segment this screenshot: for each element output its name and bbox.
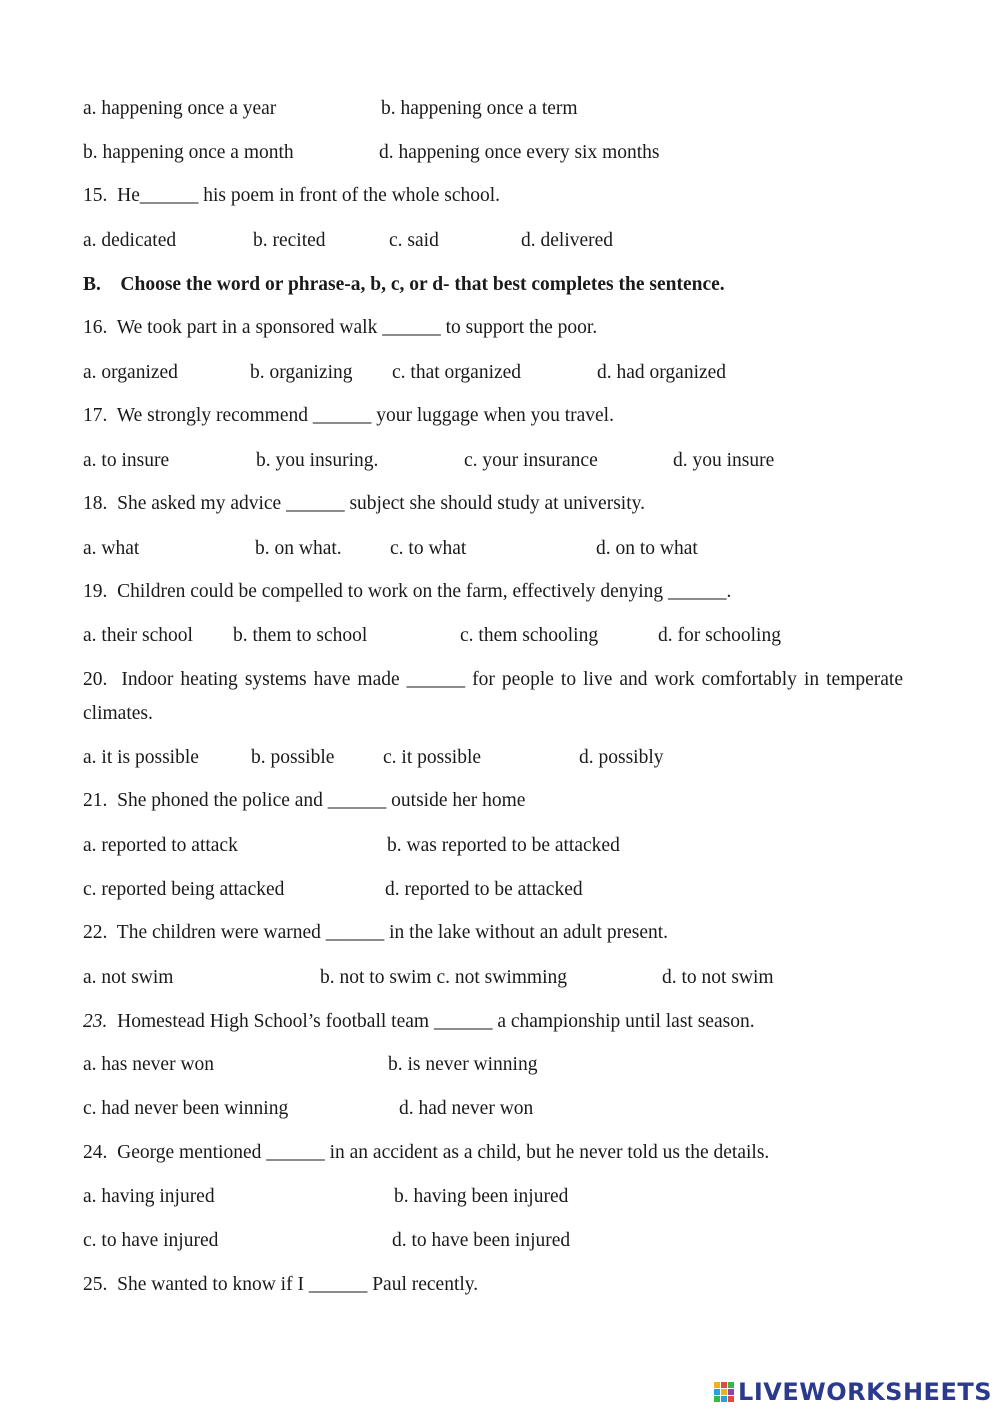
question-text: She phoned the police and ______ outside her home <box>117 790 526 811</box>
option-a[interactable]: a. organized <box>83 362 178 383</box>
option-b[interactable]: b. was reported to be attacked <box>387 835 620 856</box>
option-c[interactable]: c. to have injured <box>83 1230 219 1251</box>
option-a[interactable]: a. not swim <box>83 967 174 988</box>
section-instructions: Choose the word or phrase-a, b, c, or d- that best completes the sentence. <box>120 274 725 295</box>
option-d[interactable]: d. had organized <box>597 362 727 383</box>
option-c[interactable]: c. said <box>389 230 439 251</box>
question-number: 19. <box>83 581 108 602</box>
liveworksheets-logo[interactable] <box>714 1379 992 1405</box>
option-d[interactable]: d. to have been injured <box>392 1230 571 1251</box>
question-number: 24. <box>83 1142 108 1163</box>
question-number: 20. <box>83 669 108 690</box>
question-text: She asked my advice ______ subject she should study at university. <box>117 493 645 514</box>
option-a[interactable]: a. it is possible <box>83 747 199 768</box>
option-c[interactable]: c. it possible <box>383 747 482 768</box>
option-d[interactable]: d. to not swim <box>662 967 774 988</box>
question-number: 23. <box>83 1011 108 1032</box>
option-b[interactable]: b. recited <box>253 230 326 251</box>
option-a[interactable]: a. has never won <box>83 1054 215 1075</box>
section-b-heading <box>83 273 725 297</box>
question-19 <box>83 580 731 604</box>
option-d[interactable]: d. delivered <box>521 230 614 251</box>
question-number: 21. <box>83 790 108 811</box>
option-c[interactable]: c. to what <box>390 538 467 559</box>
question-text: He______ his poem in front of the whole school. <box>117 185 501 206</box>
option-a[interactable]: a. reported to attack <box>83 835 238 856</box>
option-d[interactable]: d. happening once every six months <box>379 142 660 163</box>
option-c[interactable]: c. your insurance <box>464 450 598 471</box>
question-text: Homestead High School’s football team ______ a championship until last season. <box>117 1011 755 1032</box>
question-number: 25. <box>83 1274 108 1295</box>
question-text: We took part in a sponsored walk ______ to support the poor. <box>116 317 598 338</box>
option-b[interactable]: b. them to school <box>233 625 368 646</box>
question-18 <box>83 492 645 516</box>
option-b[interactable]: b. possible <box>251 747 335 768</box>
option-c[interactable]: b. happening once a month <box>83 142 294 163</box>
question-24 <box>83 1141 769 1165</box>
question-text: Indoor heating systems have made ______ for people to live and work comfortably in temperate climates. <box>83 669 903 724</box>
option-b[interactable]: b. having been injured <box>394 1186 569 1207</box>
question-number: 18. <box>83 493 108 514</box>
question-17 <box>83 404 614 428</box>
option-d[interactable]: d. on to what <box>596 538 698 559</box>
option-a[interactable]: a. dedicated <box>83 230 177 251</box>
brand-name: LIVEWORKSHEETS <box>738 1378 992 1406</box>
question-text: We strongly recommend ______ your luggage when you travel. <box>116 405 614 426</box>
question-20 <box>83 663 903 731</box>
question-22 <box>83 921 668 945</box>
option-d[interactable]: d. had never won <box>399 1098 534 1119</box>
option-d[interactable]: d. you insure <box>673 450 775 471</box>
option-b[interactable]: b. on what. <box>255 538 342 559</box>
liveworksheets-logo-icon <box>714 1382 734 1402</box>
option-a[interactable]: a. having injured <box>83 1186 215 1207</box>
question-15 <box>83 184 500 208</box>
question-23 <box>83 1010 755 1034</box>
option-b[interactable]: b. is never winning <box>388 1054 538 1075</box>
option-b[interactable]: b. you insuring. <box>256 450 379 471</box>
question-text: She wanted to know if I ______ Paul recently. <box>117 1274 479 1295</box>
question-number: 16. <box>83 317 108 338</box>
question-number: 15. <box>83 185 108 206</box>
option-b-c[interactable]: b. not to swim c. not swimming <box>320 967 568 988</box>
option-a[interactable]: a. what <box>83 538 140 559</box>
question-16 <box>83 316 597 340</box>
option-c[interactable]: c. had never been winning <box>83 1098 289 1119</box>
option-a[interactable]: a. their school <box>83 625 193 646</box>
option-b[interactable]: b. organizing <box>250 362 353 383</box>
option-c[interactable]: c. reported being attacked <box>83 879 285 900</box>
question-number: 22. <box>83 922 108 943</box>
option-a[interactable]: a. happening once a year <box>83 98 277 119</box>
question-text: Children could be compelled to work on the farm, effectively denying ______. <box>117 581 732 602</box>
question-text: George mentioned ______ in an accident as a child, but he never told us the details. <box>117 1142 770 1163</box>
option-b[interactable]: b. happening once a term <box>381 98 578 119</box>
option-d[interactable]: d. for schooling <box>658 625 781 646</box>
question-number: 17. <box>83 405 108 426</box>
option-d[interactable]: d. possibly <box>579 747 664 768</box>
option-c[interactable]: c. that organized <box>392 362 522 383</box>
option-a[interactable]: a. to insure <box>83 450 170 471</box>
option-c[interactable]: c. them schooling <box>460 625 599 646</box>
question-25 <box>83 1273 478 1297</box>
question-text: The children were warned ______ in the lake without an adult present. <box>116 922 669 943</box>
section-label: B. <box>83 274 101 295</box>
option-d[interactable]: d. reported to be attacked <box>385 879 583 900</box>
question-21 <box>83 789 525 813</box>
